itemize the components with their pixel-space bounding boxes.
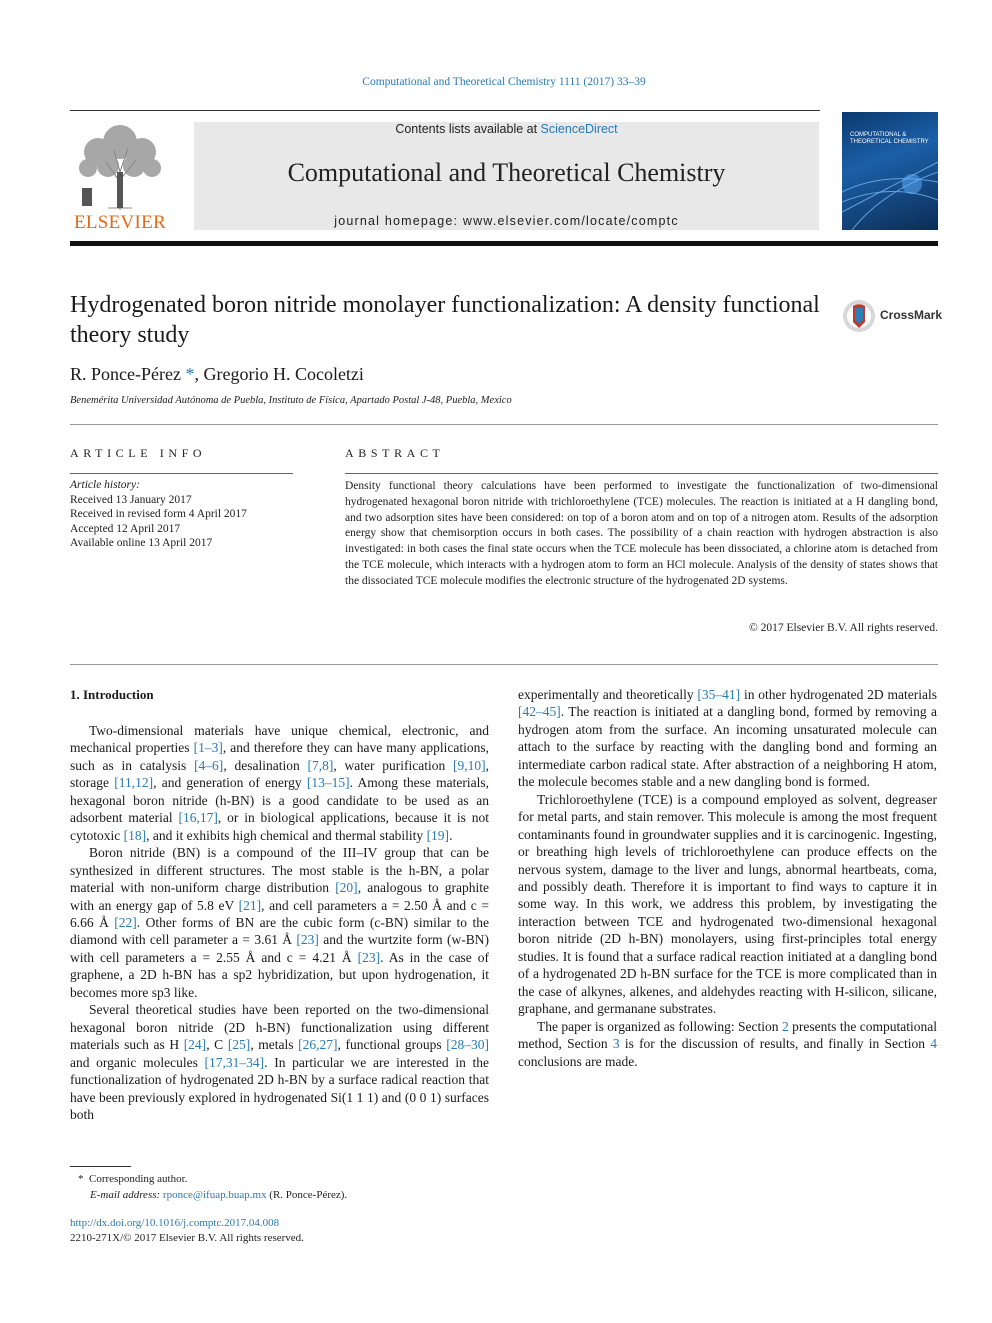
journal-title: Computational and Theoretical Chemistry <box>287 158 726 187</box>
body-column-right <box>518 686 937 1070</box>
citation-link[interactable]: [20] <box>335 880 358 896</box>
intro-paragraph-3-continued <box>518 686 937 791</box>
body-text: in other hydrogenated 2D materials <box>740 687 937 702</box>
body-text: conclusions are made. <box>518 1053 638 1069</box>
body-text: experimentally and theoretically <box>518 687 698 702</box>
citation-link[interactable]: 3 <box>612 1036 620 1052</box>
email-label: E-mail address: <box>90 1189 163 1201</box>
body-text: . Among these materials, hexagonal boron nitride (h-BN) is a good candidate to be used as an adsorbent material <box>70 775 489 826</box>
body-text: is for the discussion of results, and finally in Section <box>619 1036 931 1052</box>
body-text: , or in biological applications, because it is not cytotoxic <box>70 810 489 843</box>
citation-link[interactable]: [19] <box>426 827 450 843</box>
citation-link[interactable]: [26,27] <box>298 1037 338 1053</box>
header-thick-rule <box>70 241 938 246</box>
cover-art-icon <box>842 112 938 230</box>
email-link[interactable]: rponce@ifuap.buap.mx <box>162 1189 267 1201</box>
citation-link[interactable]: [13–15] <box>306 775 350 791</box>
history-label: Article history: <box>70 479 140 491</box>
body-column-left <box>70 686 489 1123</box>
citation-link[interactable]: [22] <box>114 914 137 930</box>
citation-link[interactable]: [18] <box>123 827 147 843</box>
citation-link[interactable]: [23] <box>296 932 319 948</box>
sciencedirect-link[interactable]: ScienceDirect <box>540 122 618 136</box>
citation-link[interactable]: [35–41] <box>697 687 741 702</box>
doi-link[interactable]: http://dx.doi.org/10.1016/j.comptc.2017.04.008 <box>70 1217 280 1229</box>
citation-link[interactable]: [7,8] <box>307 757 334 773</box>
crossmark-label: CrossMark <box>880 308 943 322</box>
corresponding-author-note: Corresponding author. <box>89 1173 188 1185</box>
abstract-heading: ABSTRACT <box>345 446 445 460</box>
intro-paragraph-4: Trichloroethylene (TCE) is a compound employed as solvent, degreaser for metal parts, and stain remover. This molecule is among the most frequent contaminants found in groundwater supplies and it is carcinogenic. Ingesting, or breathing high levels of trichloroethylene can produce effects on the nervous system, damage to the liver and lungs, abnormal heartbeats, coma, and possibly death. Therefore it is important to find ways to capture it in some way. In this work, we address this problem, by investigating the interaction between TCE and hydrogenated two-dimensional hexagonal boron nitride (2D h-BN) monolayers, using first-principles total energy studies. It is found that a surface radical reaction initiated at a dangling bond of a hydrogenated 2D h-BN surface for the TCE is more complicated than in the case of alkynes, alkenes, and aldehydes reacting with H-silicon, silicane, graphane, and germanane substrates. <box>518 791 937 1017</box>
body-text: , functional groups <box>337 1037 447 1053</box>
body-text: presents the computational method, Section <box>518 1018 937 1052</box>
citation-link[interactable]: [9,10] <box>453 757 486 773</box>
body-text: The paper is organized as following: Section <box>537 1018 782 1034</box>
abstract-bottom-divider <box>70 664 938 665</box>
body-text: , metals <box>250 1037 299 1053</box>
abstract-divider <box>345 473 938 474</box>
body-text: , and cell parameters a = 2.50 Å and c = 6.66 Å <box>70 897 489 930</box>
body-text: , water purification <box>333 757 453 773</box>
body-text: , C <box>206 1037 228 1053</box>
journal-homepage[interactable]: journal homepage: www.elsevier.com/locate/comptc <box>334 214 679 228</box>
intro-paragraph-5 <box>518 1018 937 1070</box>
citation-link[interactable]: 4 <box>930 1036 937 1052</box>
body-text: Several theoretical studies have been reported on the two-dimensional hexagonal boron nitride (2D h-BN) functionalization using different materials such as H <box>70 1002 489 1053</box>
citation-link[interactable]: [4–6] <box>194 757 224 773</box>
article-history <box>70 478 247 551</box>
introduction-heading: 1. Introduction <box>70 687 154 702</box>
body-text: , storage <box>70 757 489 791</box>
body-text: and the wurtzite form (w-BN) with cell parameters a = 2.55 Å and c = 4.21 Å <box>70 932 490 965</box>
crossmark-icon <box>842 298 876 334</box>
body-text: . In particular we are interested in the functionalization of hydrogenated 2D h-BN by a surface radical reaction that have been previously explored in hydrogenated Si(1 1 1) and (0 0 1) surfaces both <box>70 1054 489 1122</box>
citation-link[interactable]: 2 <box>781 1018 789 1034</box>
body-text: , desalination <box>223 757 308 773</box>
affiliation-divider <box>70 424 938 425</box>
body-text: Two-dimensional materials have unique chemical, electronic, and mechanical properties <box>70 723 489 756</box>
author-list <box>70 364 364 385</box>
journal-cover-image[interactable] <box>842 112 938 230</box>
tree-illustration-icon <box>68 122 172 212</box>
issn-line: 2210-271X/© 2017 Elsevier B.V. All rights reserved. <box>70 1231 304 1244</box>
author-1[interactable]: R. Ponce-Pérez <box>70 364 181 384</box>
citation-link[interactable]: [24] <box>183 1037 207 1053</box>
elsevier-wordmark[interactable]: ELSEVIER <box>73 212 167 233</box>
citation-link[interactable]: [42–45] <box>518 704 561 720</box>
body-text: Boron nitride (BN) is a compound of the III–IV group that can be synthesized in different structures. The most stable is the h-BN, a polar material with non-uniform charge distribution <box>70 845 489 896</box>
citation-link[interactable]: [25] <box>227 1037 251 1053</box>
body-text: . Other forms of BN are the cubic form (c-BN) similar to the diamond with cell parameter a = 3.61 Å <box>70 914 489 948</box>
citation-link[interactable]: [1–3] <box>193 740 223 756</box>
body-text: , and generation of energy <box>153 775 307 791</box>
citation-link[interactable]: [23] <box>357 949 381 965</box>
journal-masthead <box>194 122 819 230</box>
article-title: Hydrogenated boron nitride monolayer functionalization: A density functional theory study <box>70 292 820 348</box>
citation-link[interactable]: [16,17] <box>178 810 218 826</box>
email-owner: (R. Ponce-Pérez). <box>266 1189 348 1201</box>
journal-reference[interactable]: Computational and Theoretical Chemistry 1111 (2017) 33–39 <box>362 76 646 88</box>
header-divider <box>70 110 820 111</box>
revised-date: Received in revised form 4 April 2017 <box>70 508 247 520</box>
body-text: and organic molecules <box>70 1054 205 1070</box>
affiliation: Benemérita Universidad Autónoma de Puebla, Instituto de Física, Apartado Postal J-48, Puebla, Mexico <box>70 395 512 406</box>
footnote-mark: * <box>78 1173 84 1185</box>
cover-title: COMPUTATIONAL & THEORETICAL CHEMISTRY <box>850 132 929 145</box>
intro-paragraph-1 <box>70 722 489 844</box>
body-text: , analogous to graphite with an energy gap of 5.8 eV <box>70 880 489 913</box>
body-text: , and it exhibits high chemical and thermal stability <box>146 827 427 843</box>
citation-link[interactable]: [11,12] <box>114 775 154 791</box>
footnote <box>78 1171 347 1203</box>
body-text: . As in the case of graphene, a 2D h-BN has a sp2 hybridization, but upon hydrogenation, it becomes more sp3 like. <box>70 949 490 1000</box>
footnote-divider <box>70 1166 131 1167</box>
citation-link[interactable]: [17,31–34] <box>204 1054 265 1070</box>
contents-line <box>194 122 819 136</box>
intro-paragraph-2 <box>70 844 489 1001</box>
online-date: Available online 13 April 2017 <box>70 537 213 549</box>
body-text: . <box>449 827 453 843</box>
author-2[interactable]: Gregorio H. Cocoletzi <box>203 364 364 384</box>
corresponding-author-mark[interactable]: * <box>185 364 195 384</box>
abstract-text: Density functional theory calculations have been performed to investigate the functionalization of two-dimensional hydrogenated hexagonal boron nitride with trichloroethylene (TCE) molecules. The reaction is initiated at a H dangling bond, and two adsorption sites have been considered: on top of a boron atom and on top of a nitrogen atom. Results of the adsorption energy show that chemisorption occurs in both cases. The possibility of a chain reaction with hydrogen abstraction is also investigated: in both cases the final state occurs when the TCE molecule has been dissociated, a chlorine atom is detached from the TCE molecule, which interacts with a hydrogen atom to form an HCl molecule. Analysis of the density of states shows that the dissociated TCE molecule modifies the electronic structure of the hydrogenated 2D systems. <box>345 480 938 587</box>
citation-link[interactable]: [28–30] <box>446 1037 490 1053</box>
abstract-copyright: © 2017 Elsevier B.V. All rights reserved. <box>749 622 938 634</box>
article-info-heading: ARTICLE INFO <box>70 446 207 460</box>
crossmark-badge[interactable] <box>842 298 942 334</box>
body-text: , and therefore they can have many applications, such as in catalysis <box>70 740 489 773</box>
intro-paragraph-3 <box>70 1001 489 1123</box>
accepted-date: Accepted 12 April 2017 <box>70 522 181 535</box>
citation-link[interactable]: [21] <box>238 897 262 913</box>
received-date: Received 13 January 2017 <box>70 493 192 506</box>
author-separator: , <box>194 364 204 384</box>
body-text: . The reaction is initiated at a dangling bond, formed by removing a hydrogen atom from the surface. An incoming unsaturated molecule can attach to the surface by reacting with the dangling bond and forming an intermediate carbon radical state. After abstraction of a neighboring H atom, the molecule becomes stable and a new dangling bond is formed. <box>518 704 937 790</box>
contents-prefix: Contents lists available at <box>395 122 541 136</box>
article-info-divider <box>70 473 293 474</box>
doi-block <box>70 1216 304 1245</box>
